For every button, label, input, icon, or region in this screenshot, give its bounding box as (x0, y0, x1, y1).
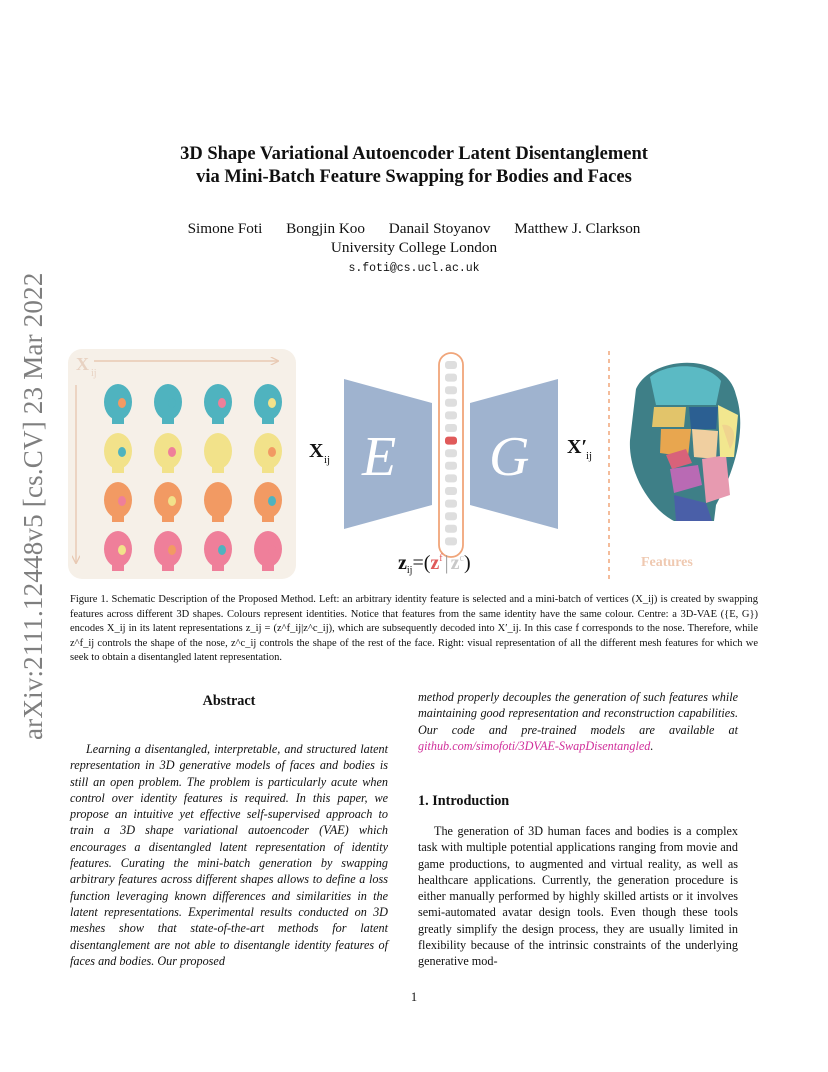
page-number: 1 (410, 990, 418, 1004)
head-0-3 (254, 384, 282, 420)
latent-cell-4 (445, 411, 457, 419)
neck-0-0 (112, 416, 124, 424)
neck-3-2 (212, 563, 224, 571)
input-label: X (309, 440, 324, 462)
abstract-end: . (650, 738, 654, 753)
arxiv-stamp: arXiv:2111.12448v5 [cs.CV] 23 Mar 2022 (18, 272, 48, 740)
swapped-nose-0-3 (268, 398, 276, 408)
grid-x-sub: ij (91, 368, 97, 379)
neck-3-3 (262, 563, 274, 571)
head-3-2 (204, 531, 232, 567)
head-0-1 (154, 384, 182, 420)
swapped-nose-0-1 (168, 398, 176, 408)
introduction-body: The generation of 3D human faces and bodies is a complex task with multiple potential applications ranging from movie and game productions, to augmented and virtual reality, as well as healthcare applications. Currently, the generation procedure is either manually performed by highly skilled artists or it involves semi-automated avatar design tools. Even though these tools greatly simplify the design process, they are usually limited in flexibility because of the intrinsic constraints of the underlying generative mod- (418, 824, 738, 969)
neck-2-3 (262, 514, 274, 522)
abstract-continuation (418, 689, 738, 754)
author-name: Matthew J. Clarkson (514, 220, 641, 237)
author-name: Bongjin Koo (286, 220, 365, 237)
swapped-nose-3-1 (168, 545, 176, 555)
latent-cell-14 (445, 537, 457, 545)
head-3-1 (154, 531, 182, 567)
neck-0-2 (212, 416, 224, 424)
latent-equation: $z_{ij}=(z^f$ | $z^c$) (398, 552, 471, 576)
input-sub: ij (324, 454, 331, 466)
neck-0-1 (162, 416, 174, 424)
latent-cell-1 (445, 374, 457, 382)
swapped-nose-3-0 (118, 545, 126, 555)
caption-label: Figure 1. (70, 594, 109, 605)
abstract-heading: Abstract (202, 693, 256, 709)
grid-x-label: X (76, 354, 89, 374)
swapped-nose-2-3 (268, 496, 276, 506)
swapped-nose-3-3 (268, 545, 276, 555)
affiliation: University College London (330, 239, 498, 256)
latent-cell-5 (445, 424, 457, 432)
neck-2-2 (212, 514, 224, 522)
head-3-3 (254, 531, 282, 567)
head-3-0 (104, 531, 132, 567)
swapped-nose-3-2 (218, 545, 226, 555)
neck-2-0 (112, 514, 124, 522)
head-1-2 (204, 433, 232, 469)
latent-cell-3 (445, 399, 457, 407)
head-1-0 (104, 433, 132, 469)
latent-cell-8 (445, 462, 457, 470)
features-head (630, 363, 740, 521)
swapped-nose-1-1 (168, 447, 176, 457)
swapped-nose-1-2 (218, 447, 226, 457)
neck-1-3 (262, 465, 274, 473)
head-2-0 (104, 482, 132, 518)
author-name: Simone Foti (187, 220, 263, 237)
latent-cell-11 (445, 500, 457, 508)
abstract-body: Learning a disentangled, interpretable, and structured latent representation in 3D generative models of faces and bodies is still an open problem. The problem is particularly acute when control over identity features is required. In this paper, we propose an intuitive yet effective self-supervised approach to train a 3D shape variational autoencoder (VAE) which encourages a disentangled latent representation of identity features. Curating the mini-batch generation by swapping arbitrary features across different shapes allows to define a loss function leveraging known differences and similarities in the latent representations. Experimental results conducted on 3D meshes show that state-of-the-art methods for latent disentanglement are not able to disentangle identity features of faces and bodies. Our proposed (70, 742, 388, 968)
neck-1-1 (162, 465, 174, 473)
latent-cell-12 (445, 512, 457, 520)
head-2-3 (254, 482, 282, 518)
latent-cell-6 (445, 437, 457, 445)
latent-cells (445, 361, 457, 545)
head-1-1 (154, 433, 182, 469)
figure-caption (70, 593, 758, 666)
swapped-nose-0-0 (118, 398, 126, 408)
latent-cell-10 (445, 487, 457, 495)
section-heading-introduction: 1. Introduction (418, 793, 510, 809)
figure-1-graphic (66, 345, 766, 585)
neck-3-0 (112, 563, 124, 571)
author-email[interactable]: s.foti@cs.ucl.ac.uk (348, 262, 480, 275)
head-2-1 (154, 482, 182, 518)
swapped-nose-1-0 (118, 447, 126, 457)
swapped-nose-2-0 (118, 496, 126, 506)
abstract-continuation-text: method properly decouples the generation of such features while maintaining good representation and reconstruction capabilities. Our code and pre-trained models are available at (418, 690, 738, 737)
neck-2-1 (162, 514, 174, 522)
neck-3-1 (162, 563, 174, 571)
output-sub: ij (586, 450, 593, 462)
swapped-nose-0-2 (218, 398, 226, 408)
latent-cell-2 (445, 386, 457, 394)
neck-1-0 (112, 465, 124, 473)
head-0-0 (104, 384, 132, 420)
head-2-2 (204, 482, 232, 518)
latent-cell-0 (445, 361, 457, 369)
swapped-nose-2-2 (218, 496, 226, 506)
output-label: X′ (567, 436, 588, 458)
neck-1-2 (212, 465, 224, 473)
paper-title (0, 143, 828, 189)
title-line-1: 3D Shape Variational Autoencoder Latent Disentanglement (180, 144, 648, 164)
decoder-label: G (489, 426, 530, 488)
author-list (0, 219, 828, 238)
neck-0-3 (262, 416, 274, 424)
swapped-nose-1-3 (268, 447, 276, 457)
head-0-2 (204, 384, 232, 420)
figure-1 (66, 345, 766, 585)
swapped-nose-2-1 (168, 496, 176, 506)
title-line-2: via Mini-Batch Feature Swapping for Bodies and Faces (196, 167, 632, 187)
latent-cell-13 (445, 525, 457, 533)
head-1-3 (254, 433, 282, 469)
code-link[interactable]: github.com/simofoti/3DVAE-SwapDisentangled (418, 738, 651, 753)
latent-cell-7 (445, 449, 457, 457)
caption-text: Schematic Description of the Proposed Method. Left: an arbitrary identity feature is selected and a mini-batch of vertices (X_ij) is created by swapping features across different 3D shapes. Colours represent identities. Notice that features from the same identity have the same colour. Centre: a 3D-VAE ({E, G}) encodes X_ij in its latent representations z_ij = (z^f_ij|z^c_ij), which are subsequently decoded into X′_ij. In this case f corresponds to the nose. Therefore, while z^f_ij controls the shape of the nose, z^c_ij controls the shape of the rest of the face. Right: visual representation of all the different mesh features for which we seek to obtain a disentangled latent representation. (70, 594, 758, 664)
features-label: Features (641, 555, 693, 570)
latent-cell-9 (445, 474, 457, 482)
encoder-label: E (362, 426, 397, 488)
author-name: Danail Stoyanov (388, 220, 491, 237)
